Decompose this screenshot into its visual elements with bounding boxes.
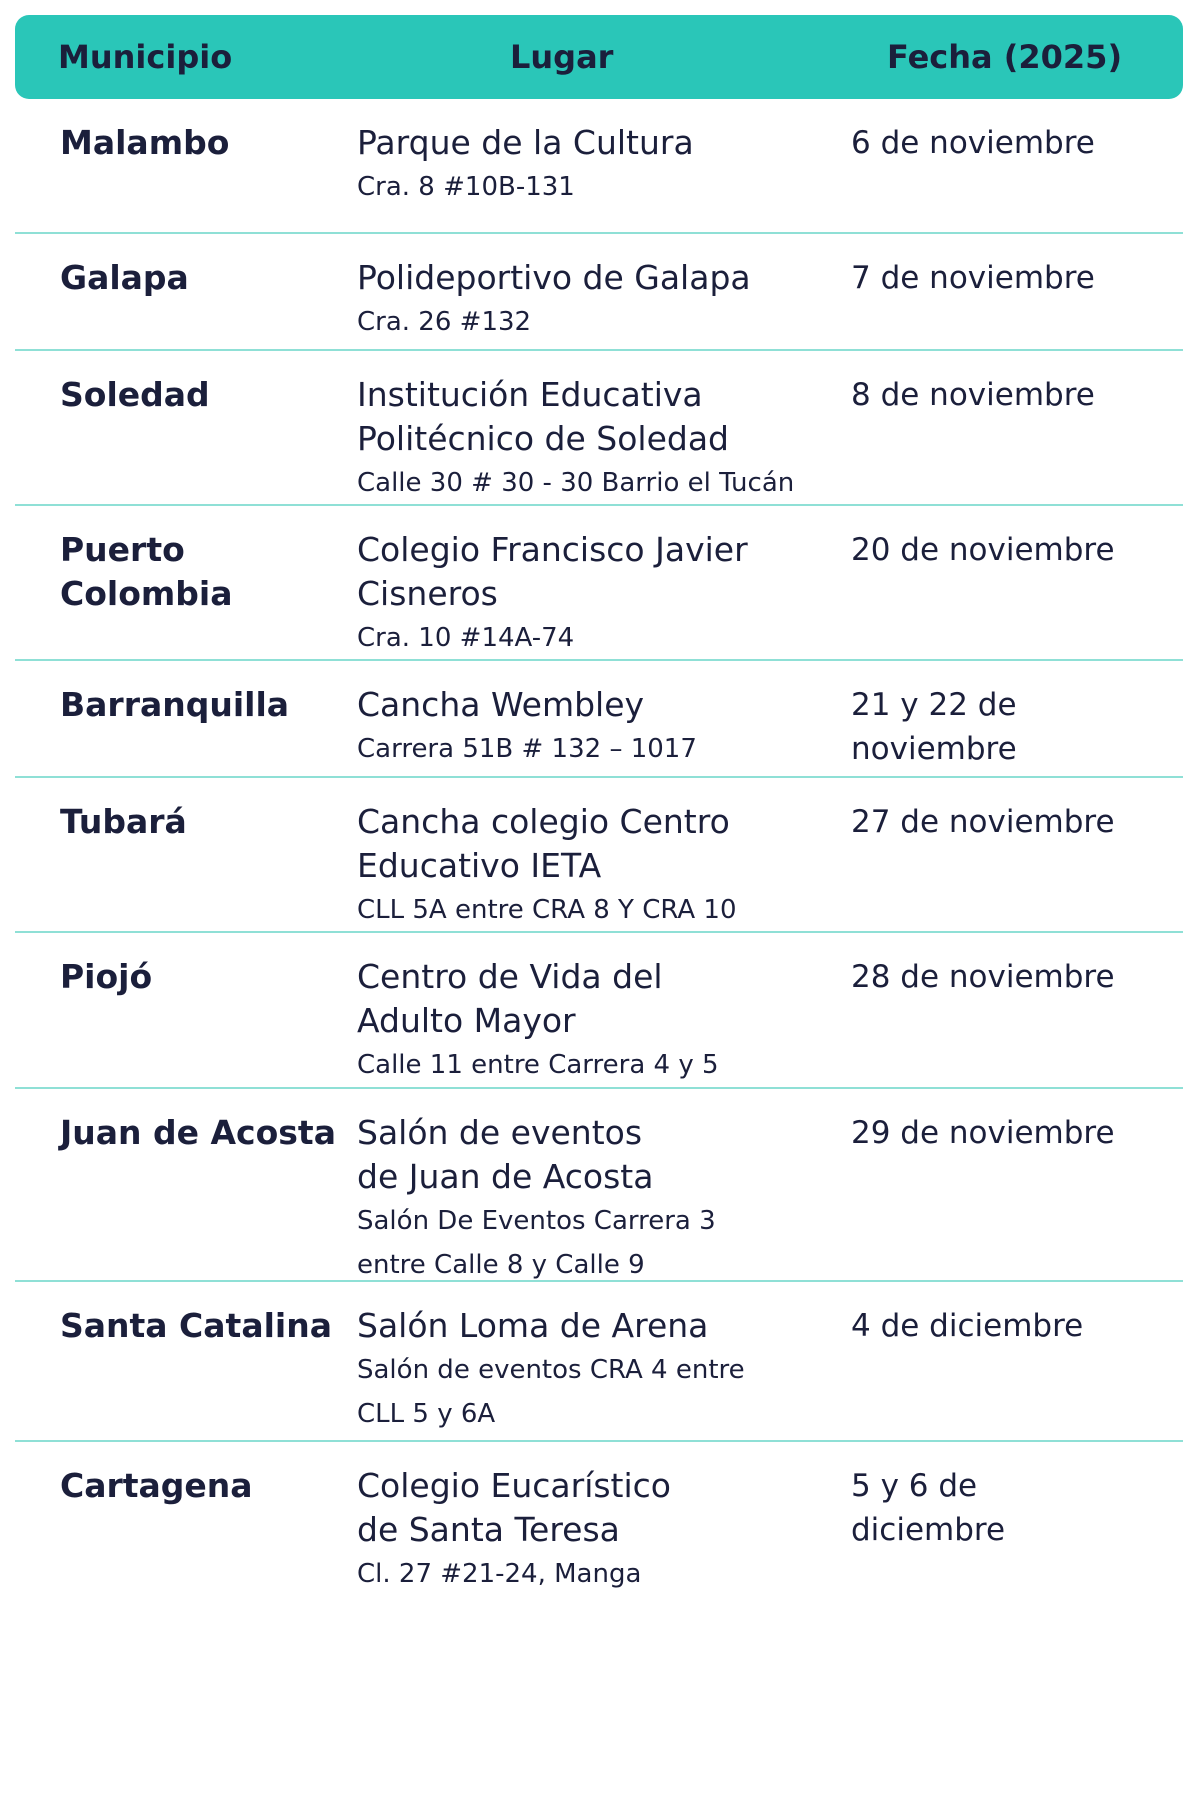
header-lugar: Lugar xyxy=(510,38,614,76)
venue-name: Cancha Wembley xyxy=(357,685,645,724)
event-date: 28 de noviembre xyxy=(851,959,1115,995)
table-row xyxy=(15,351,1183,506)
venue-address: Cl. 27 #21-24, Manga xyxy=(357,1559,642,1589)
event-date: 21 y 22 de noviembre xyxy=(851,687,1017,767)
municipio-name: Galapa xyxy=(60,258,189,297)
venue-name: Institución Educativa Politécnico de Soledad xyxy=(357,375,730,458)
table-row xyxy=(15,234,1183,351)
municipio-name: Cartagena xyxy=(60,1466,253,1505)
venue-cell xyxy=(357,1304,857,1436)
venue-name: Colegio Eucarístico de Santa Teresa xyxy=(357,1466,671,1549)
table-row xyxy=(15,1282,1183,1442)
municipio-name: Piojó xyxy=(60,957,153,996)
venue-name: Salón Loma de Arena xyxy=(357,1306,709,1345)
venue-address: Carrera 51B # 132 – 1017 xyxy=(357,734,697,764)
event-date: 8 de noviembre xyxy=(851,377,1095,413)
venue-cell xyxy=(357,528,857,660)
venue-cell xyxy=(357,1111,857,1287)
venue-name: Colegio Francisco Javier Cisneros xyxy=(357,530,748,613)
municipio-name: Puerto Colombia xyxy=(60,530,233,613)
venue-address: Cra. 10 #14A-74 xyxy=(357,623,575,653)
venue-address: Calle 11 entre Carrera 4 y 5 xyxy=(357,1050,719,1080)
venue-cell xyxy=(357,373,857,505)
table-row xyxy=(15,99,1183,234)
municipio-name: Soledad xyxy=(60,375,210,414)
venue-name: Centro de Vida del Adulto Mayor xyxy=(357,957,663,1040)
table-row xyxy=(15,506,1183,661)
header-municipio: Municipio xyxy=(58,38,233,76)
venue-cell xyxy=(357,800,857,932)
table-header xyxy=(15,15,1183,99)
event-date: 20 de noviembre xyxy=(851,532,1115,568)
event-date: 6 de noviembre xyxy=(851,125,1095,161)
venue-name: Polideportivo de Galapa xyxy=(357,258,751,297)
event-date: 29 de noviembre xyxy=(851,1115,1115,1151)
municipio-name: Malambo xyxy=(60,123,230,162)
venue-address: CLL 5A entre CRA 8 Y CRA 10 xyxy=(357,895,737,925)
event-date: 7 de noviembre xyxy=(851,260,1095,296)
venue-cell xyxy=(357,121,857,209)
table-row xyxy=(15,1089,1183,1282)
venue-cell xyxy=(357,955,857,1087)
venue-name: Parque de la Cultura xyxy=(357,123,694,162)
event-date: 4 de diciembre xyxy=(851,1308,1084,1344)
event-date: 27 de noviembre xyxy=(851,804,1115,840)
table-row xyxy=(15,661,1183,778)
table-row xyxy=(15,778,1183,933)
venue-name: Cancha colegio Centro Educativo IETA xyxy=(357,802,730,885)
venue-address: Calle 30 # 30 - 30 Barrio el Tucán xyxy=(357,468,795,498)
table-row xyxy=(15,1442,1183,1602)
venue-cell xyxy=(357,256,857,344)
venue-address: Cra. 8 #10B-131 xyxy=(357,172,575,202)
venue-address: Cra. 26 #132 xyxy=(357,307,532,337)
venue-address: Salón De Eventos Carrera 3 entre Calle 8 y Calle 9 xyxy=(357,1206,716,1280)
municipio-name: Santa Catalina xyxy=(60,1306,332,1345)
table-row xyxy=(15,933,1183,1089)
municipio-name: Tubará xyxy=(60,802,187,841)
event-date: 5 y 6 de diciembre xyxy=(851,1468,1006,1548)
venue-address: Salón de eventos CRA 4 entre CLL 5 y 6A xyxy=(357,1355,745,1429)
schedule-table xyxy=(15,15,1183,1602)
venue-cell xyxy=(357,683,857,771)
venue-name: Salón de eventos de Juan de Acosta xyxy=(357,1113,654,1196)
municipio-name: Juan de Acosta xyxy=(60,1113,336,1152)
venue-cell xyxy=(357,1464,857,1596)
header-fecha: Fecha (2025) xyxy=(887,38,1123,76)
municipio-name: Barranquilla xyxy=(60,685,290,724)
